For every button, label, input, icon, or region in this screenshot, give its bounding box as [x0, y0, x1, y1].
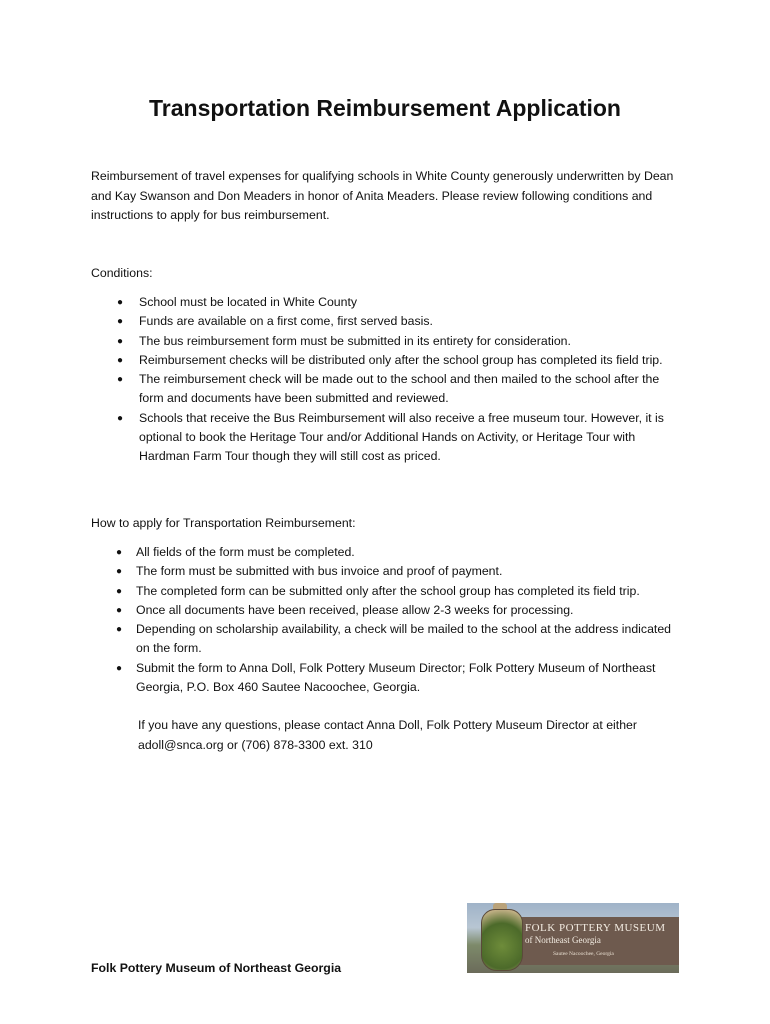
how-to-apply-heading: How to apply for Transportation Reimbursement: — [91, 516, 356, 530]
list-item: ● The form must be submitted with bus invoice and proof of payment. — [136, 562, 684, 581]
list-item: ● The completed form can be submitted only after the school group has completed its field trip. — [136, 582, 684, 601]
bullet-icon: ● — [117, 297, 124, 308]
list-item: ● School must be located in White County — [139, 293, 684, 312]
list-item: ● Funds are available on a first come, first served basis. — [139, 312, 684, 331]
bullet-icon: ● — [116, 547, 123, 558]
footer-organization: Folk Pottery Museum of Northeast Georgia — [91, 961, 342, 975]
list-item: ● Depending on scholarship availability, a check will be mailed to the school at the address indicated on the form. — [116, 622, 671, 656]
museum-logo — [467, 903, 679, 973]
bullet-icon: ● — [116, 624, 123, 636]
logo-location: Sautee Nacoochee, Georgia — [553, 951, 614, 957]
intro-paragraph: Reimbursement of travel expenses for qualifying schools in White County generously underwritten by Dean and Kay Swanson and Don Meaders in honor of Anita Meaders. Please review following conditions and instructions to apply for bus reimbursement. — [91, 169, 674, 222]
bullet-icon: ● — [116, 604, 123, 616]
list-item: ● The bus reimbursement form must be submitted in its entirety for consideration. — [139, 332, 684, 351]
logo-subtitle: of Northeast Georgia — [525, 935, 601, 945]
conditions-heading: Conditions: — [91, 266, 153, 280]
bullet-icon: ● — [117, 316, 124, 328]
bullet-icon: ● — [117, 412, 124, 424]
how-to-apply-list — [116, 543, 684, 697]
logo-title: FOLK POTTERY MUSEUM — [525, 922, 666, 934]
list-item: ● Reimbursement checks will be distributed only after the school group has completed its field trip. — [139, 351, 684, 370]
list-item: ● Once all documents have been received, please allow 2-3 weeks for processing. — [136, 601, 684, 620]
page-title: Transportation Reimbursement Application — [149, 95, 621, 121]
list-item: ● Schools that receive the Bus Reimbursement will also receive a free museum tour. However, it is optional to book the Heritage Tour and/or Additional Hands on Activity, or Heritage Tour with Hardman Farm Tour though they will still cost as priced. — [117, 410, 664, 464]
bullet-icon: ● — [117, 374, 124, 386]
bullet-icon: ● — [116, 566, 123, 578]
contact-paragraph: If you have any questions, please contact Anna Doll, Folk Pottery Museum Director at either adoll@snca.org or (706) 878-3300 ext. 310 — [138, 718, 637, 752]
conditions-list — [117, 293, 684, 467]
list-item: ● All fields of the form must be completed. — [136, 543, 684, 562]
list-item: ● Submit the form to Anna Doll, Folk Pottery Museum Director; Folk Pottery Museum of Northeast Georgia, P.O. Box 460 Sautee Nacoochee, Georgia. — [116, 660, 656, 695]
bullet-icon: ● — [117, 335, 124, 347]
bullet-icon: ● — [116, 662, 123, 674]
list-item: ● The reimbursement check will be made out to the school and then mailed to the school after the form and documents have been submitted and reviewed. — [117, 372, 660, 406]
bullet-icon: ● — [116, 585, 123, 597]
pottery-jug-icon — [481, 909, 523, 971]
bullet-icon: ● — [117, 354, 124, 366]
